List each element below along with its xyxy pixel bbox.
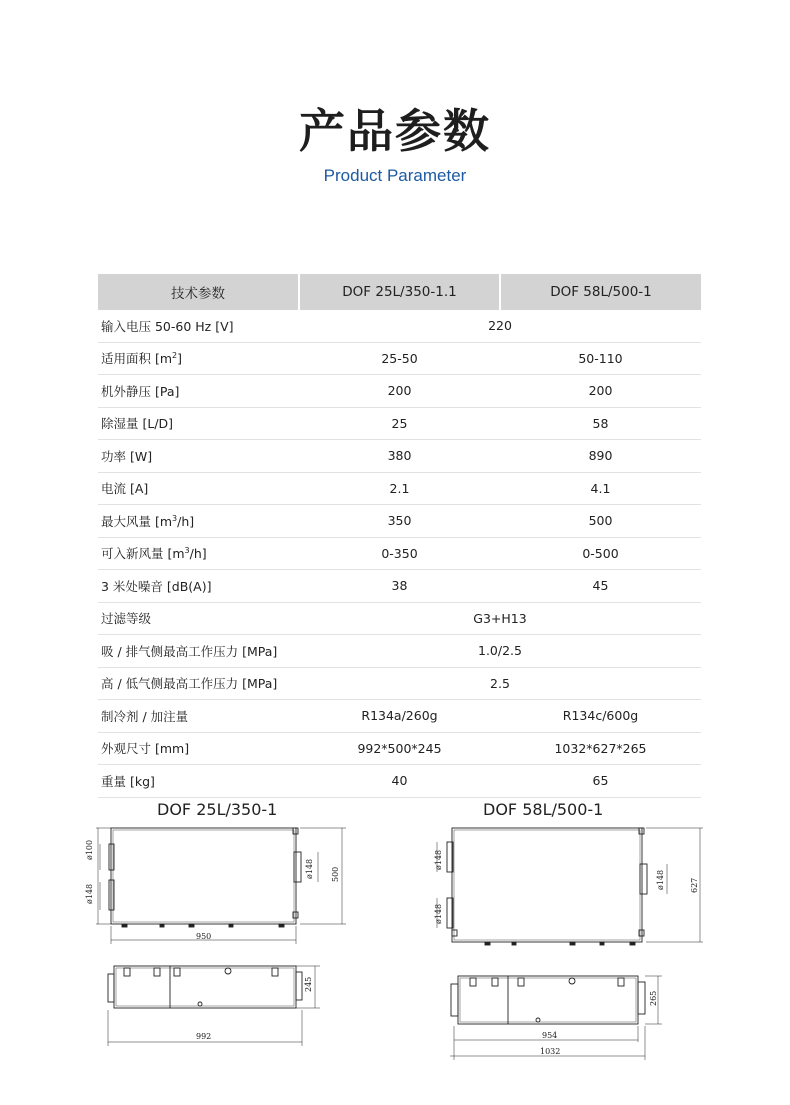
dim-w1032: 1032	[540, 1047, 561, 1056]
table-row	[98, 765, 701, 798]
table-row	[98, 700, 701, 733]
row-label: 机外静压 [Pa]	[98, 375, 299, 408]
row-label: 高 / 低气侧最高工作压力 [MPa]	[98, 667, 299, 700]
dim-w992: 992	[196, 1032, 212, 1041]
row-value-a: R134a/260g	[299, 700, 500, 733]
dim-d148-right: ø148	[656, 869, 665, 890]
row-value-merged: G3+H13	[299, 602, 701, 635]
row-value-b: 1032*627*265	[500, 732, 701, 765]
dim-h245: 245	[304, 976, 313, 992]
row-label: 制冷剂 / 加注量	[98, 700, 299, 733]
dim-h627: 627	[690, 877, 699, 893]
dim-d100-left: ø100	[85, 839, 94, 860]
row-value-a: 25	[299, 407, 500, 440]
drawing-title-right: DOF 58L/500-1	[483, 800, 604, 819]
row-label: 功率 [W]	[98, 440, 299, 473]
row-label: 外观尺寸 [mm]	[98, 732, 299, 765]
row-value-b: 4.1	[500, 472, 701, 505]
table-row	[98, 505, 701, 538]
table-row	[98, 537, 701, 570]
table-row	[98, 635, 701, 668]
row-value-a: 992*500*245	[299, 732, 500, 765]
dim-w950: 950	[196, 932, 212, 941]
row-value-a: 25-50	[299, 342, 500, 375]
row-label: 适用面积 $[m^2]$	[98, 342, 299, 375]
row-value-b: 58	[500, 407, 701, 440]
table-row	[98, 472, 701, 505]
table-row	[98, 570, 701, 603]
drawing-left-front	[84, 822, 354, 947]
row-label: 除湿量 [L/D]	[98, 407, 299, 440]
table-row	[98, 310, 701, 342]
table-row	[98, 342, 701, 375]
drawing-right-front	[425, 822, 710, 950]
table-row	[98, 732, 701, 765]
row-label: 电流 [A]	[98, 472, 299, 505]
table-row	[98, 667, 701, 700]
row-value-a: 40	[299, 765, 500, 798]
dim-w954: 954	[542, 1031, 558, 1040]
row-value-a: 2.1	[299, 472, 500, 505]
row-label: 重量 [kg]	[98, 765, 299, 798]
row-value-b: 45	[500, 570, 701, 603]
row-label: 3 米处噪音 [dB(A)]	[98, 570, 299, 603]
drawing-title-left: DOF 25L/350-1	[157, 800, 278, 819]
row-label: 吸 / 排气侧最高工作压力 [MPa]	[98, 635, 299, 668]
row-value-a: 38	[299, 570, 500, 603]
row-value-b: 500	[500, 505, 701, 538]
row-label: 过滤等级	[98, 602, 299, 635]
dim-d148-right: ø148	[305, 858, 314, 879]
row-value-b: 200	[500, 375, 701, 408]
page-subtitle: Product Parameter	[323, 166, 467, 185]
row-label: 输入电压 50-60 Hz [V]	[98, 310, 299, 342]
row-value-merged: 2.5	[299, 667, 701, 700]
row-value-b: R134c/600g	[500, 700, 701, 733]
row-value-b: 0-500	[500, 537, 701, 570]
dim-h500: 500	[331, 866, 340, 882]
row-value-b: 890	[500, 440, 701, 473]
row-value-a: 350	[299, 505, 500, 538]
row-label: 最大风量 $[m^3/h]$	[98, 505, 299, 538]
table-row	[98, 602, 701, 635]
row-value-a: 200	[299, 375, 500, 408]
spec-table	[98, 274, 701, 798]
drawing-left-side	[100, 958, 330, 1050]
dim-h265: 265	[649, 990, 658, 1006]
row-value-b: 50-110	[500, 342, 701, 375]
row-value-b: 65	[500, 765, 701, 798]
dim-d148-bottom: ø148	[434, 903, 443, 924]
page-title: 产品参数	[299, 104, 491, 158]
table-row	[98, 375, 701, 408]
header-model-a: DOF 25L/350-1.1	[299, 274, 500, 310]
row-value-a: 380	[299, 440, 500, 473]
dim-d148-top: ø148	[434, 849, 443, 870]
table-header-row	[98, 274, 701, 310]
row-value-a: 0-350	[299, 537, 500, 570]
row-value-merged: 1.0/2.5	[299, 635, 701, 668]
dim-d148-left: ø148	[85, 883, 94, 904]
header-model-b: DOF 58L/500-1	[500, 274, 701, 310]
table-row	[98, 440, 701, 473]
header-param: 技术参数	[98, 274, 299, 310]
table-row	[98, 407, 701, 440]
row-label: 可入新风量 $[m^3/h]$	[98, 537, 299, 570]
row-value-merged: 220	[299, 310, 701, 342]
drawing-right-side	[440, 962, 670, 1062]
